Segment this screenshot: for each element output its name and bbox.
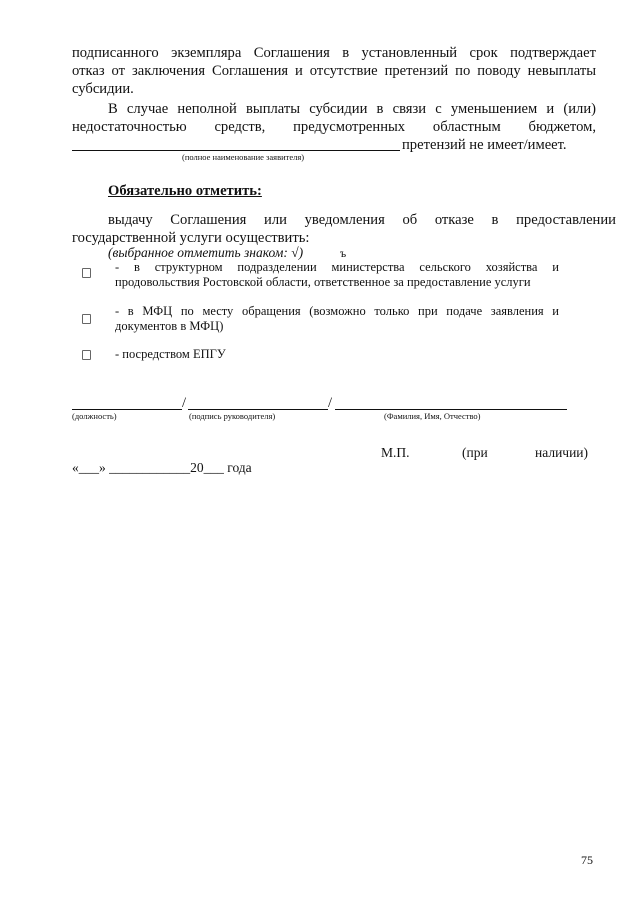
hint-extra: ъ: [340, 246, 347, 260]
option-text: [115, 304, 559, 334]
selection-hint: (выбранное отметить знаком: √): [108, 245, 304, 260]
option-checkbox[interactable]: [82, 350, 91, 360]
option-text: [115, 347, 559, 362]
page-number: 75: [581, 853, 593, 867]
option-line: - посредством ЕПГУ: [115, 347, 226, 361]
stamp-note: (при: [462, 445, 488, 460]
option-checkbox[interactable]: [82, 314, 91, 324]
option-line: документов в МФЦ): [115, 319, 224, 333]
option-text: [115, 260, 559, 290]
position-line: [72, 409, 182, 410]
separator-slash: /: [182, 395, 187, 411]
paragraph-line: выдачу Соглашения или уведомления об отказе в предоставлении: [108, 212, 616, 228]
position-caption: (должность): [72, 411, 117, 421]
paragraph-line: отказ от заключения Соглашения и отсутствие претензий по поводу невыплаты: [72, 63, 596, 79]
signature-line: [188, 409, 328, 410]
paragraph-line: претензий не имеет/имеет.: [402, 137, 567, 153]
paragraph-line: В случае неполной выплаты субсидии в связи с уменьшением и (или): [108, 101, 596, 117]
paragraph-line: недостаточностью средств, предусмотренных областным бюджетом,: [72, 119, 596, 135]
paragraph-line: подписанного экземпляра Соглашения в установленный срок подтверждает: [72, 45, 596, 61]
option-line: - в структурном подразделении министерства сельского хозяйства и: [115, 260, 559, 274]
date-line: «___» ____________20___ года: [72, 460, 252, 475]
stamp-note: наличии): [535, 445, 589, 460]
applicant-caption: (полное наименование заявителя): [182, 152, 305, 162]
full-name-caption: (Фамилия, Имя, Отчество): [384, 411, 481, 421]
separator-slash: /: [328, 395, 333, 411]
paragraph-line: субсидии.: [72, 81, 134, 97]
signature-caption: (подпись руководителя): [189, 411, 276, 421]
option-line: - в МФЦ по месту обращения (возможно только при подаче заявления и: [115, 304, 559, 318]
option-checkbox[interactable]: [82, 268, 91, 278]
section-heading: Обязательно отметить:: [108, 183, 262, 199]
paragraph-line: государственной услуги осуществить:: [72, 230, 310, 246]
full-name-line: [335, 409, 567, 410]
stamp-label: М.П.: [381, 445, 410, 460]
option-line: продовольствия Ростовской области, ответственное за предоставление услуги: [115, 275, 531, 289]
applicant-name-line: [72, 150, 400, 151]
